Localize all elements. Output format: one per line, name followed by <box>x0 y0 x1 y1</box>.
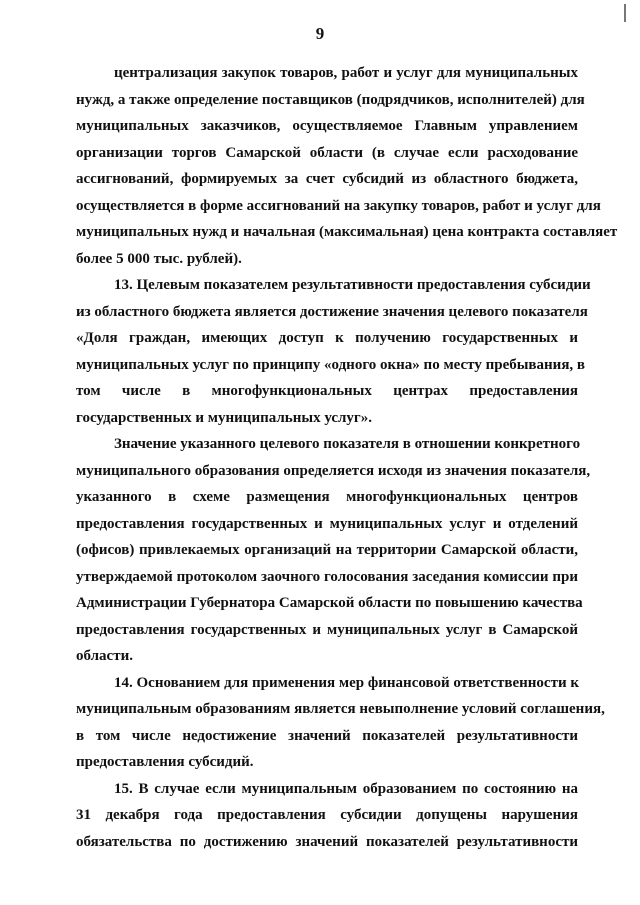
page-number: 9 <box>315 24 325 43</box>
text-line: ассигнований, формируемых за счет субсидий из областного бюджета, <box>76 171 578 187</box>
text-line: муниципальных услуг по принципу «одного окна» по месту пребывания, в <box>76 356 586 373</box>
text-line: Значение указанного целевого показателя в отношении конкретного <box>114 436 581 452</box>
text-line: муниципального образования определяется исходя из значения показателя, <box>76 462 591 479</box>
text-line: Администрации Губернатора Самарской области по повышению качества <box>76 595 583 611</box>
text-line: организации торгов Самарской области (в случае если расходование <box>76 144 578 161</box>
scan-edge-mark <box>624 4 626 22</box>
text-line: утверждаемой протоколом заочного голосования заседания комиссии при <box>76 568 578 585</box>
text-line: 15. В случае если муниципальным образованием по состоянию на <box>114 780 578 797</box>
text-line: централизация закупок товаров, работ и услуг для муниципальных <box>114 65 578 81</box>
body-text <box>76 60 618 855</box>
text-line: более 5 000 тыс. рублей). <box>76 250 242 267</box>
text-line: государственных и муниципальных услуг». <box>76 409 372 426</box>
text-line: указанного в схеме размещения многофункциональных центров <box>76 489 578 505</box>
text-line: муниципальных заказчиков, осуществляемое Главным управлением <box>76 118 578 134</box>
text-line: предоставления государственных и муниципальных услуг и отделений <box>76 515 578 532</box>
text-line: «Доля граждан, имеющих доступ к получению государственных и <box>76 330 578 346</box>
text-line: из областного бюджета является достижение значения целевого показателя <box>76 303 588 320</box>
text-line: 31 декабря года предоставления субсидии допущены нарушения <box>76 807 578 823</box>
text-line: области. <box>76 648 133 664</box>
text-line: (офисов) привлекаемых организаций на территории Самарской области, <box>76 542 578 558</box>
text-line: предоставления субсидий. <box>76 754 254 770</box>
text-line: в том числе недостижение значений показателей результативности <box>76 727 578 744</box>
text-line: осуществляется в форме ассигнований на закупку товаров, работ и услуг для <box>76 197 601 214</box>
text-line: нужд, а также определение поставщиков (подрядчиков, исполнителей) для <box>76 91 585 108</box>
text-line: 13. Целевым показателем результативности предоставления субсидии <box>114 277 591 293</box>
text-line: обязательства по достижению значений показателей результативности <box>76 833 578 850</box>
text-line: 14. Основанием для применения мер финансовой ответственности к <box>114 674 579 691</box>
text-line: предоставления государственных и муниципальных услуг в Самарской <box>76 621 578 638</box>
text-line: муниципальным образованиям является невыполнение условий соглашения, <box>76 701 605 717</box>
text-line: том числе в многофункциональных центрах предоставления <box>76 383 578 399</box>
text-line: муниципальных нужд и начальная (максимальная) цена контракта составляет <box>76 224 618 240</box>
